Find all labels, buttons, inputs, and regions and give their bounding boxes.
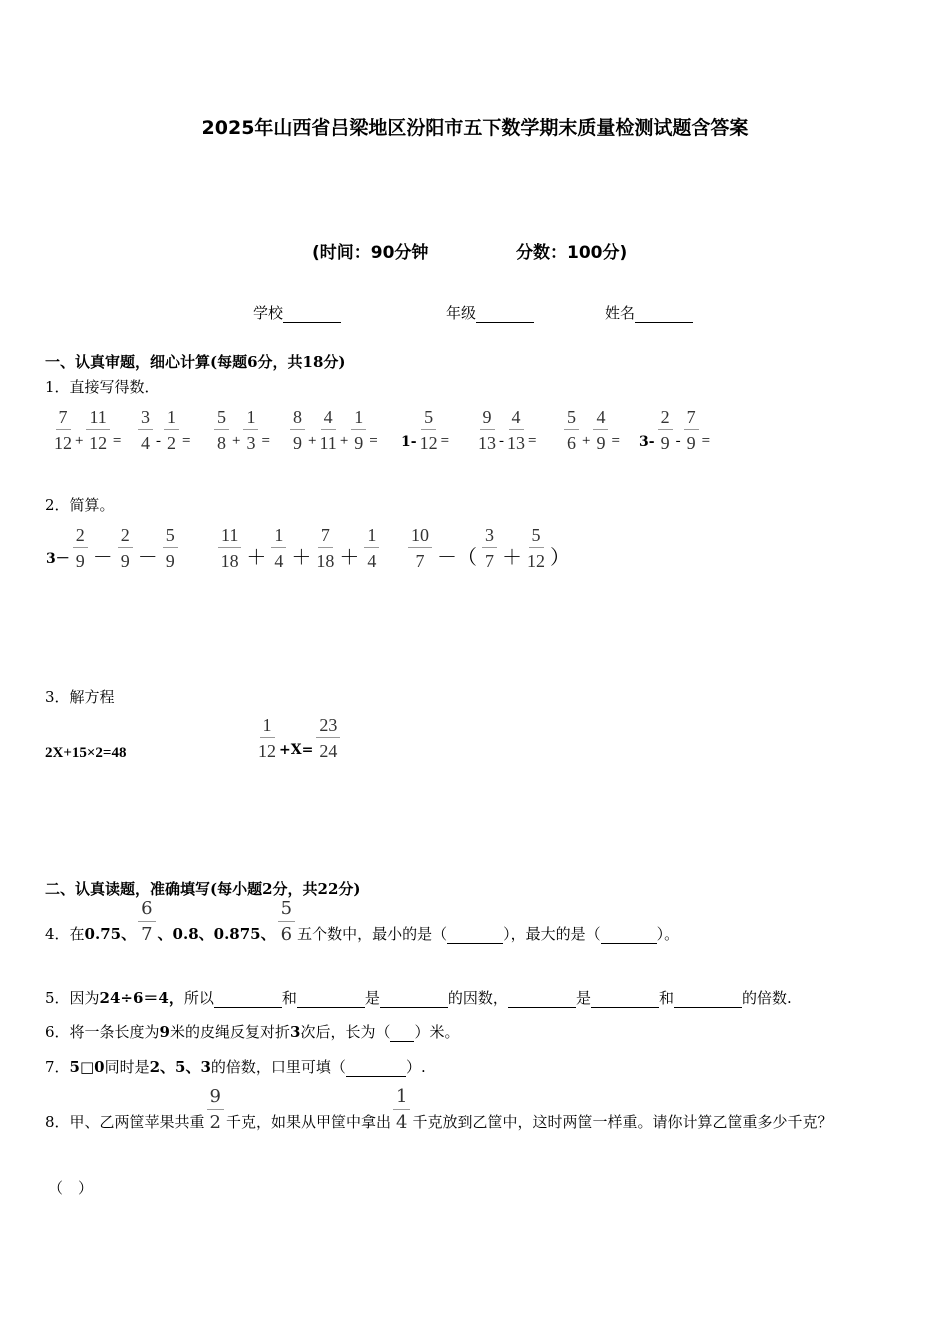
operator: - [499,433,504,449]
operator: － [92,547,113,569]
fraction [316,716,340,760]
math-expression [562,408,621,452]
numerator: 8 [290,408,305,430]
grade-field[interactable] [446,302,534,323]
operator: ＋ [246,547,267,569]
fraction [118,526,133,570]
exam-time: (时间：90分钟 [312,243,429,263]
math-expression [45,526,180,570]
fraction [316,526,334,570]
math-expression [638,408,711,452]
fraction: $\frac{9}{2}$ [207,1088,224,1132]
numerator: 4 [509,408,524,430]
fraction [319,408,336,452]
answer-blank[interactable] [346,1058,406,1076]
question-8: 8．甲、乙两筐苹果共重 $\frac{9}{2}$ 千克，如果从甲筐中拿出 $\frac{1}{4}$ 千克放到乙筐中，这时两筐一样重。请你计算乙筐重多少千克？ [45,1086,833,1133]
math-expression [212,408,271,452]
numerator: 5 [214,408,229,430]
operator: - [156,433,161,449]
operator: ＋ [339,547,360,569]
operator: －（ [437,547,477,569]
denominator: 9 [596,433,606,453]
fraction [364,526,379,570]
question-1-label: 1．直接写得数． [45,378,160,396]
math-expression [216,526,381,570]
answer-blank[interactable] [214,989,282,1007]
denominator: 9 [165,551,175,571]
numerator: 4 [593,408,608,430]
numerator: 10 [408,526,432,548]
denominator: 9 [75,551,85,571]
operator: ＋ [291,547,312,569]
denominator: 9 [686,433,696,453]
operator: = [261,433,270,449]
operator: = [182,433,191,449]
numerator: 4 [321,408,336,430]
denominator: 13 [507,433,525,453]
numerator: 3 [482,526,497,548]
denominator: 4 [367,551,377,571]
name-label: 姓名 [605,304,636,322]
fraction [243,408,258,452]
operator: = [369,433,378,449]
question-3-label: 3．解方程 [45,688,115,706]
fraction [507,408,525,452]
numerator: 1 [351,408,366,430]
fraction [420,408,438,452]
operator: = [528,433,537,449]
answer-blank[interactable] [380,989,448,1007]
denominator: 9 [293,433,302,453]
fraction [271,526,286,570]
fraction [138,408,153,452]
question-4: 4．在 0.75、 $\frac{6}{7}$ 、0.8、0.875、 $\frac{5}{6}$ 五个数中，最小的是（ ），最大的是（ ）。 [45,898,680,945]
numerator: 1 [364,526,379,548]
fraction [258,716,276,760]
numerator: 9 [480,408,495,430]
operator: + [75,433,84,449]
section-two-heading: 二、认真读题，准确填写(每小题2分，共22分) [45,880,361,898]
operator: ＋ [502,547,522,569]
math-expression [288,408,379,452]
numerator: 5 [163,526,178,548]
numerator: 2 [73,526,88,548]
denominator: 7 [485,551,494,571]
name-field[interactable] [605,302,693,323]
numerator: 5 [421,408,436,430]
numerator: 7 [56,408,71,430]
denominator: 12 [54,433,72,453]
page-title: 2025年山西省吕梁地区汾阳市五下数学期末质量检测试题含答案 [201,117,749,139]
numerator: 7 [684,408,699,430]
numerator: 5 [529,526,544,548]
numerator: 1 [243,408,258,430]
math-expression [476,408,537,452]
math-expression [406,526,573,570]
operator: +X= [279,742,314,758]
math-expression [52,408,122,452]
question-6: 6．将一条长度为9米的皮绳反复对折3次后，长为（ ）米。 [45,1023,460,1041]
fraction [218,526,241,570]
denominator: 4 [274,551,284,571]
fraction [408,526,432,570]
denominator: 12 [89,433,108,453]
fraction [54,408,72,452]
numerator: 11 [218,526,241,548]
fraction [86,408,109,452]
fraction [684,408,699,452]
fraction [478,408,496,452]
school-field[interactable] [253,302,341,323]
answer-blank[interactable] [674,989,742,1007]
operator: + [339,433,349,449]
answer-parentheses[interactable]: （ ） [48,1179,94,1197]
denominator: 18 [220,551,239,571]
math-expression [136,408,191,452]
denominator: 13 [478,433,496,453]
fraction [527,526,545,570]
fraction [482,526,497,570]
denominator: 9 [354,433,364,453]
denominator: 11 [319,433,337,453]
denominator: 2 [167,433,176,453]
fraction: $\frac{1}{4}$ [393,1088,410,1132]
numerator: 7 [318,526,333,548]
numerator: 3 [138,408,153,430]
numerator: 2 [658,408,673,430]
operator: + [232,433,241,449]
denominator: 12 [258,741,276,761]
question-5: 5．因为24÷6＝4，所以 和 是 的因数， 是 和 的倍数. [45,989,792,1007]
fraction: $\frac{6}{7}$ [138,900,155,944]
answer-blank[interactable] [601,926,657,944]
answer-blank[interactable] [508,989,576,1007]
operator: = [611,433,620,449]
fraction [163,526,178,570]
numerator: 1 [271,526,286,548]
denominator: 9 [660,433,670,453]
denominator: 24 [319,741,338,761]
math-expression [256,716,342,760]
fraction [658,408,673,452]
fraction [290,408,305,452]
denominator: 7 [415,551,425,571]
numerator: 5 [564,408,579,430]
numerator: 23 [316,716,340,738]
school-label: 学校 [253,304,284,322]
numerator: 1 [260,716,275,738]
exam-score: 分数：100分) [516,243,628,263]
section-one-heading: 一、认真审题，细心计算(每题6分，共18分) [45,353,346,371]
denominator: 12 [419,433,438,453]
operator: ） [550,547,570,569]
denominator: 3 [246,433,256,453]
equation-1: 2X+15×2=48 [45,745,127,761]
answer-blank[interactable] [447,926,503,944]
numerator: 1 [164,408,179,430]
grade-label: 年级 [446,304,477,322]
fraction: $\frac{5}{6}$ [278,900,295,944]
operator: = [440,433,450,449]
operator: 3- [639,434,655,450]
denominator: 9 [120,551,130,571]
fraction [73,526,88,570]
question-2-label: 2．简算。 [45,496,115,514]
numerator: 11 [86,408,109,430]
operator: + [582,433,591,449]
fraction [564,408,579,452]
question-7: 7．5□0同时是2、5、3的倍数，口里可填（ ）. [45,1058,426,1076]
operator: = [112,433,122,449]
operator: 1- [401,434,417,450]
operator: = [701,433,711,449]
operator: + [308,433,317,449]
operator: - [675,433,681,449]
denominator: 6 [567,433,576,453]
answer-blank[interactable] [390,1023,414,1041]
denominator: 8 [217,433,226,453]
operator: 3－ [46,551,70,567]
fraction [164,408,179,452]
math-expression [400,408,450,452]
denominator: 12 [527,551,545,571]
denominator: 18 [316,551,335,571]
answer-blank[interactable] [297,989,365,1007]
fraction [593,408,608,452]
fraction [351,408,366,452]
numerator: 2 [118,526,133,548]
denominator: 4 [141,433,150,453]
fraction [214,408,229,452]
answer-blank[interactable] [591,989,659,1007]
operator: － [137,547,158,569]
